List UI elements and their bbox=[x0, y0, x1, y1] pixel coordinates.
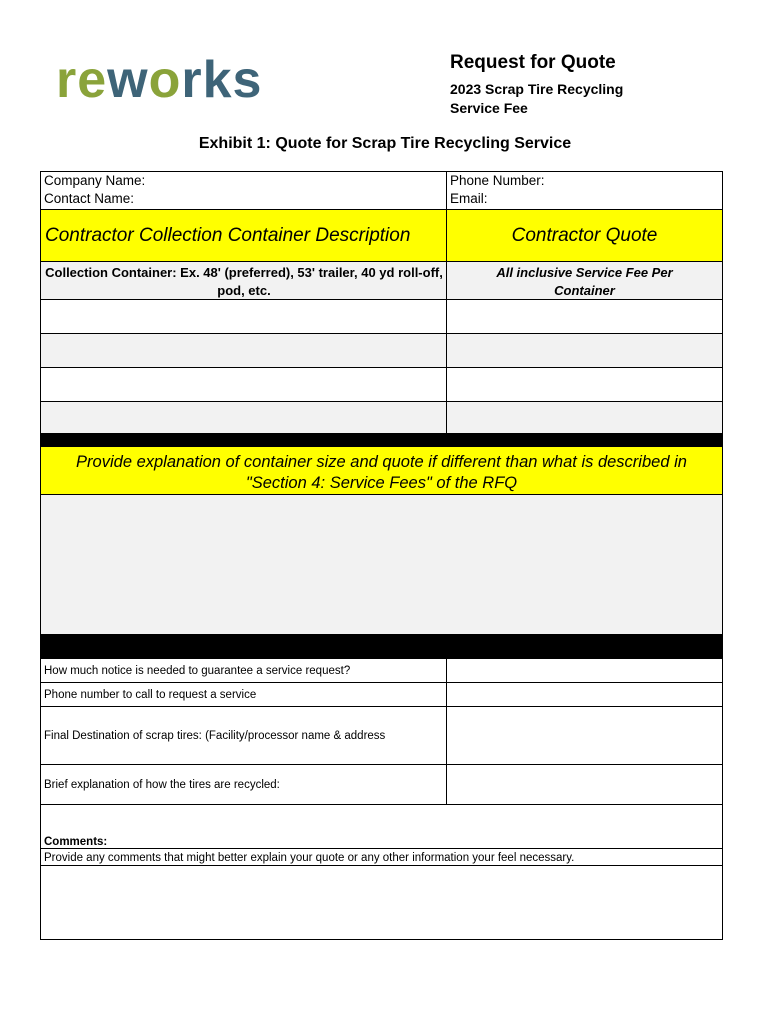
recycled-answer-field[interactable] bbox=[446, 764, 723, 806]
phone-answer-field[interactable] bbox=[446, 682, 723, 708]
quote-row-1[interactable] bbox=[446, 299, 723, 335]
page-title: Request for Quote bbox=[450, 52, 616, 73]
section-divider-2 bbox=[40, 634, 723, 660]
explanation-textarea[interactable] bbox=[40, 494, 723, 636]
destination-label: Final Destination of scrap tires: (Facility/processor name & address bbox=[44, 730, 386, 742]
page-subtitle: 2023 Scrap Tire Recycling Service Fee bbox=[450, 81, 624, 116]
comments-textarea[interactable] bbox=[40, 865, 723, 940]
container-description-title: Contractor Collection Container Description bbox=[45, 225, 411, 246]
comments-label: Comments: bbox=[44, 836, 108, 848]
phone-question bbox=[40, 682, 448, 708]
exhibit-title: Exhibit 1: Quote for Scrap Tire Recycling Service bbox=[198, 135, 572, 152]
container-row-4[interactable] bbox=[40, 401, 448, 435]
company-contact-cell[interactable] bbox=[40, 171, 448, 211]
container-row-1[interactable] bbox=[40, 299, 448, 335]
recycled-question bbox=[40, 764, 448, 806]
notice-question bbox=[40, 658, 448, 684]
quote-row-3[interactable] bbox=[446, 367, 723, 403]
contractor-quote-title: Contractor Quote bbox=[511, 225, 658, 246]
destination-answer-field[interactable] bbox=[446, 706, 723, 766]
contact-name-label: Contact Name: bbox=[44, 191, 135, 206]
container-row-3[interactable] bbox=[40, 367, 448, 403]
recycled-label: Brief explanation of how the tires are recycled: bbox=[44, 779, 280, 791]
reworks-logo: reworks bbox=[56, 51, 263, 109]
comments-label-cell bbox=[40, 804, 723, 850]
explanation-header: Provide explanation of container size and quote if different than what is described in "Section 4: Service Fees" of the RFQ bbox=[40, 446, 723, 496]
email-label: Email: bbox=[450, 191, 488, 206]
company-name-label: Company Name: bbox=[44, 173, 146, 188]
contractor-quote-header bbox=[446, 209, 723, 263]
comments-instructions: Provide any comments that might better explain your quote or any other information your feel necessary. bbox=[44, 851, 575, 864]
quote-row-2[interactable] bbox=[446, 333, 723, 369]
container-row-2[interactable] bbox=[40, 333, 448, 369]
destination-question bbox=[40, 706, 448, 766]
phone-number-label: Phone Number: bbox=[450, 173, 545, 188]
phone-email-cell[interactable] bbox=[446, 171, 723, 211]
service-fee-subheader: All inclusive Service Fee Per Container bbox=[446, 261, 723, 301]
quote-row-4[interactable] bbox=[446, 401, 723, 435]
notice-label: How much notice is needed to guarantee a service request? bbox=[44, 665, 351, 677]
collection-container-subheader: Collection Container: Ex. 48' (preferred), 53' trailer, 40 yd roll-off, pod, etc. bbox=[40, 261, 448, 301]
phone-label: Phone number to call to request a service bbox=[44, 689, 257, 701]
notice-answer-field[interactable] bbox=[446, 658, 723, 684]
container-description-header bbox=[40, 209, 448, 263]
section-divider bbox=[40, 433, 723, 447]
